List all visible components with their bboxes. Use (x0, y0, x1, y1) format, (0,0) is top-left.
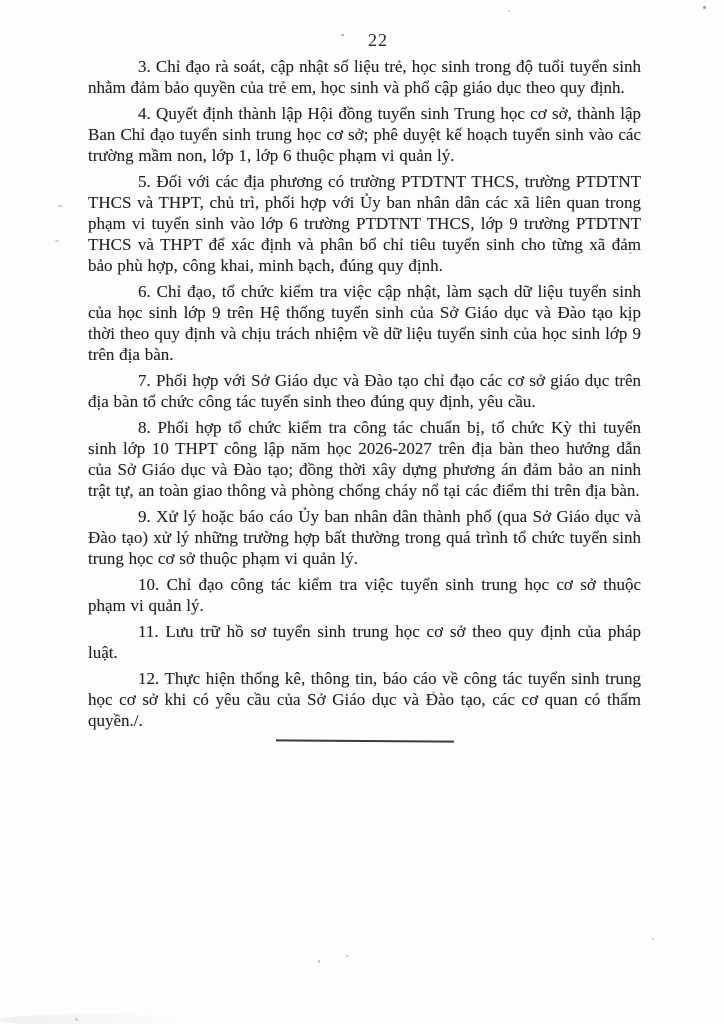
paragraph-4: 4. Quyết định thành lập Hội đồng tuyển sinh Trung học cơ sở, thành lập Ban Chỉ đạo tuyển sinh trung học cơ sở; phê duyệt kế hoạch tuyển sinh vào các trường mầm non, lớp 1, lớp 6 thuộc phạm vi quản lý. (88, 104, 641, 165)
paragraph-9: 9. Xử lý hoặc báo cáo Ủy ban nhân dân thành phố (qua Sở Giáo dục và Đào tạo) xử lý những trường hợp bất thường trong quá trình tổ chức tuyển sinh trung học cơ sở thuộc phạm vi quản lý. (88, 507, 641, 568)
paragraph-6: 6. Chỉ đạo, tổ chức kiểm tra việc cập nhật, làm sạch dữ liệu tuyển sinh của học sinh lớp 9 trên Hệ thống tuyển sinh của Sở Giáo dục và Đào tạo kịp thời theo quy định và chịu trách nhiệm về dữ liệu tuyển sinh của học sinh lớp 9 trên địa bàn. (88, 282, 641, 364)
scan-speck (450, 697, 452, 699)
scan-speck (703, 6, 706, 9)
scan-speck (341, 34, 344, 36)
scan-speck (652, 938, 654, 940)
document-body (88, 56, 641, 742)
paragraph-11: 11. Lưu trữ hồ sơ tuyển sinh trung học cơ sở theo quy định của pháp luật. (88, 622, 641, 662)
scan-speck (346, 955, 349, 957)
paragraph-8: 8. Phối hợp tổ chức kiểm tra công tác chuẩn bị, tổ chức Kỳ thi tuyển sinh lớp 10 THPT công lập năm học 2026-2027 trên địa bàn theo hướng dẫn của Sở Giáo dục và Đào tạo; đồng thời xây dựng phương án đảm bảo an ninh trật tự, an toàn giao thông và phòng chống cháy nổ tại các điểm thi trên địa bàn. (88, 418, 641, 500)
scan-speck (508, 10, 510, 12)
scan-speck (55, 240, 59, 242)
scan-speck (629, 252, 632, 254)
scan-speck (432, 691, 435, 694)
paragraph-5: 5. Đối với các địa phương có trường PTDTNT THCS, trường PTDTNT THCS và THPT, chủ trì, phối hợp với Ủy ban nhân dân các xã liên quan trong phạm vi tuyển sinh vào lớp 6 trường PTDTNT THCS, lớp 9 trường PTDTNT THCS và THPT để xác định và phân bổ chỉ tiêu tuyển sinh cho từng xã đảm bảo phù hợp, công khai, minh bạch, đúng quy định. (88, 172, 641, 275)
paragraph-3: 3. Chỉ đạo rà soát, cập nhật số liệu trẻ, học sinh trong độ tuổi tuyển sinh nhằm đảm bảo quyền của trẻ em, học sinh và phổ cập giáo dục theo quy định. (88, 57, 641, 97)
scan-speck (58, 205, 63, 207)
scan-speck (318, 960, 320, 963)
page-number: 22 (368, 30, 388, 50)
paragraph-10: 10. Chỉ đạo công tác kiểm tra việc tuyển sinh trung học cơ sở thuộc phạm vi quản lý. (88, 575, 641, 615)
scan-smudge (0, 1014, 185, 1024)
paragraph-7: 7. Phối hợp với Sở Giáo dục và Đào tạo chỉ đạo các cơ sở giáo dục trên địa bàn tổ chức công tác tuyển sinh theo đúng quy định, yêu cầu. (88, 371, 641, 411)
paragraph-12: 12. Thực hiện thống kê, thông tin, báo cáo về công tác tuyển sinh trung học cơ sở khi có yêu cầu của Sở Giáo dục và Đào tạo, các cơ quan có thẩm quyền./. (88, 669, 641, 730)
end-of-document-divider (275, 739, 453, 742)
